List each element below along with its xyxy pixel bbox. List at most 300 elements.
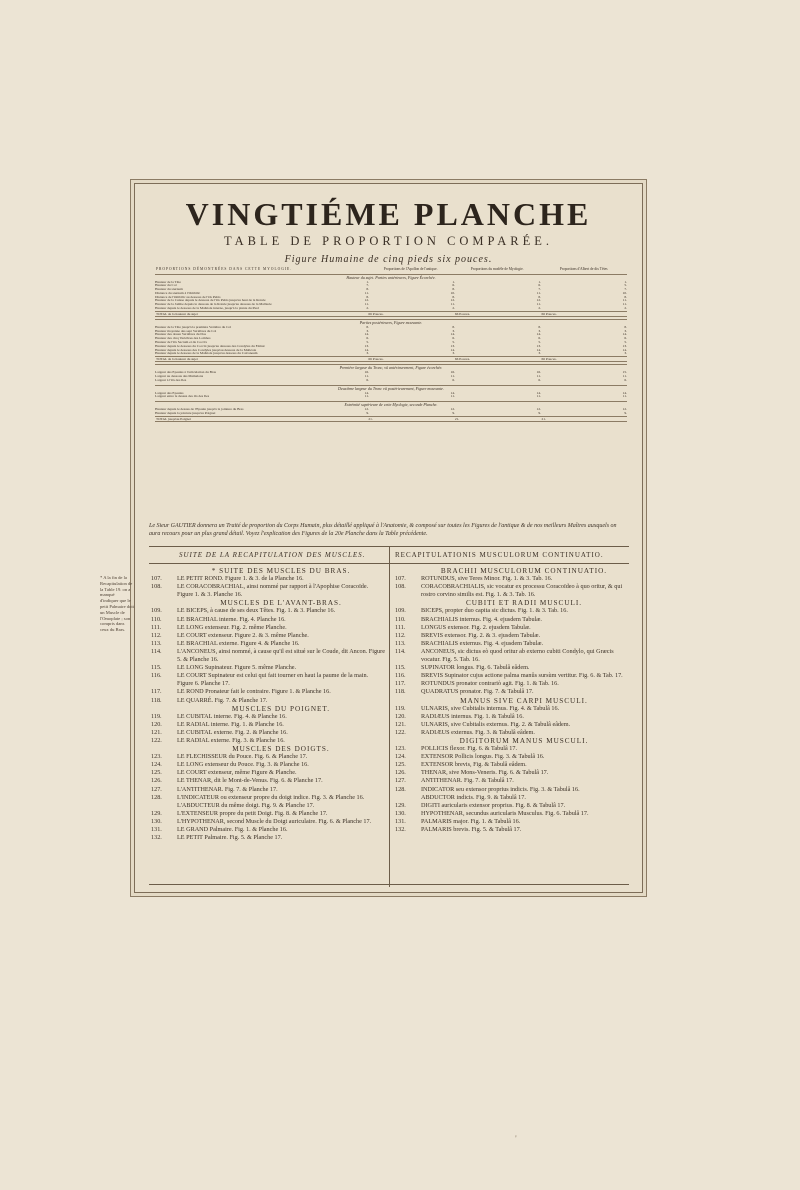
cell-value: 8. bbox=[538, 295, 541, 299]
cell-label bbox=[372, 379, 439, 383]
row-label: Largeur des Épaules bbox=[155, 391, 184, 395]
entry-text: INDICATOR seu extensor proprius indicis. Fig. 3. & Tabulâ 16. bbox=[421, 785, 580, 793]
entry-number: 107. bbox=[151, 575, 162, 583]
cell-value: 11. bbox=[622, 303, 627, 307]
total-value: 21. bbox=[541, 416, 546, 421]
header-rule bbox=[149, 563, 629, 564]
printer-mark: ᵛ bbox=[515, 1135, 517, 1141]
row-label: Hauteur de la Jambe depuis le dessous de la Rotule jusqu'au dessous de la Malléole bbox=[155, 303, 272, 307]
label-column bbox=[155, 371, 369, 382]
row-value: 11. bbox=[364, 303, 369, 307]
cell-value: 2. bbox=[538, 307, 541, 311]
entry-number: 130. bbox=[395, 809, 406, 817]
muscle-entry bbox=[395, 664, 627, 672]
total-value: 66 Pouces. bbox=[368, 357, 384, 362]
entry-number: 121. bbox=[151, 728, 162, 736]
entry-number: 115. bbox=[395, 664, 406, 672]
cell-value: 3. bbox=[538, 329, 541, 333]
muscle-entry bbox=[151, 834, 385, 842]
section-rows bbox=[155, 281, 627, 311]
value-column bbox=[369, 281, 455, 311]
cell-value: 6. bbox=[452, 378, 455, 382]
entry-text: ROTUNDUS, sive Teres Minor. Fig. 1. & 3. Tab. 16. bbox=[421, 575, 553, 583]
table-row bbox=[155, 379, 369, 383]
subsection-heading bbox=[151, 567, 385, 575]
entry-text: QUADRATUS pronator. Fig. 7. & Tabulâ 17. bbox=[421, 688, 534, 696]
cell-value: 11. bbox=[622, 395, 627, 399]
cell-value: 8. bbox=[452, 295, 455, 299]
row-label: Hauteur de l'Os Sacrum et du Coccix bbox=[155, 341, 207, 345]
row-value: 12. bbox=[364, 408, 369, 412]
section-title: Extrémité supérieure de cette Myologie, seconde Planche. bbox=[344, 402, 438, 408]
muscle-entry bbox=[395, 632, 627, 640]
label-column bbox=[155, 326, 369, 356]
muscle-entry bbox=[395, 777, 627, 785]
entry-text: LE LONG extenseur du Pouce. Fig. 3. & Planche 16. bbox=[177, 761, 309, 769]
cell-value: 3. bbox=[452, 329, 455, 333]
muscle-entry bbox=[151, 777, 385, 785]
row-label: Hauteur depuis le dessus de l'Épaule jusqu'à la jointure du Bras bbox=[155, 408, 244, 412]
entry-number: 120. bbox=[395, 712, 406, 720]
muscle-entry bbox=[395, 745, 627, 753]
plate-title: VINGTIÉME PLANCHE bbox=[185, 196, 592, 232]
muscle-entry bbox=[151, 737, 385, 745]
entry-text: L'ANCONEUS, ainsi nommé, à cause qu'il est situé sur le Coude, dit Ancon. Figure 5. & Planche 16. bbox=[177, 647, 385, 664]
subsection-heading bbox=[395, 599, 627, 607]
muscle-entry bbox=[151, 786, 385, 794]
entry-text: LE BRACHIAL externe. Figure 4. & Planche 16. bbox=[177, 639, 300, 647]
entry-text: BICEPS, propter duo capita sic dictus. Fig. 1. & 3. Tab. 16. bbox=[421, 607, 568, 615]
cell-value: 14. bbox=[536, 333, 541, 337]
muscle-entry bbox=[395, 794, 627, 802]
cell-value: 5. bbox=[452, 341, 455, 345]
muscle-entry bbox=[151, 802, 385, 810]
table-cell bbox=[544, 412, 627, 416]
subsection-heading bbox=[151, 705, 385, 713]
row-value: 16. bbox=[364, 371, 369, 375]
row-value: 5. bbox=[366, 341, 369, 345]
french-muscle-list bbox=[151, 567, 385, 842]
entry-number: 128. bbox=[151, 793, 162, 801]
muscle-entry bbox=[151, 818, 385, 826]
cell-label bbox=[544, 352, 611, 356]
entry-text: MANUS SIVE CARPI MUSCULI. bbox=[460, 696, 588, 705]
muscle-entry bbox=[151, 632, 385, 640]
row-value: 11. bbox=[364, 291, 369, 295]
cell-label bbox=[372, 395, 439, 399]
cell-value: 14. bbox=[450, 391, 455, 395]
value-column bbox=[369, 326, 455, 356]
total-label: TOTAL de la hauteur du sujet bbox=[156, 357, 198, 362]
entry-number: 107. bbox=[395, 575, 406, 583]
table-cell bbox=[544, 395, 627, 399]
muscle-entry bbox=[151, 607, 385, 615]
cell-value: 12. bbox=[450, 408, 455, 412]
row-value: 3. bbox=[366, 329, 369, 333]
entry-text: LE COURT extenseur. Figure 2. & 3. même Planche. bbox=[177, 631, 309, 639]
row-value: 14. bbox=[364, 391, 369, 395]
entry-text: LONGUS extensor. Fig. 2. ejusdem Tabulæ. bbox=[421, 623, 531, 631]
entry-number: 125. bbox=[151, 769, 162, 777]
row-value: 14. bbox=[364, 333, 369, 337]
entry-number: 128. bbox=[395, 785, 406, 793]
entry-number: 118. bbox=[151, 696, 162, 704]
muscle-entry bbox=[151, 648, 385, 664]
entry-number: 111. bbox=[395, 623, 406, 631]
cell-value: 8. bbox=[452, 325, 455, 329]
entry-number: 126. bbox=[395, 769, 406, 777]
row-value: 8. bbox=[366, 288, 369, 292]
entry-number: 112. bbox=[395, 631, 406, 639]
table-cell bbox=[372, 379, 455, 383]
table-cell bbox=[458, 307, 541, 311]
entry-number: 117. bbox=[151, 688, 162, 696]
entry-number: 120. bbox=[151, 720, 162, 728]
entry-number bbox=[395, 794, 421, 802]
cell-value: 5. bbox=[538, 341, 541, 345]
label-column bbox=[155, 392, 369, 400]
cell-value: 6. bbox=[538, 378, 541, 382]
subsection-heading bbox=[395, 737, 627, 745]
row-label: Hauteur depuis le dessous du Coccix jusqu'au dessous des Condyles du Fémur bbox=[155, 344, 265, 348]
table-section bbox=[155, 364, 627, 382]
entry-text: LE THENAR, dit le Mont-de-Venus. Fig. 6. & Planche 17. bbox=[177, 777, 323, 785]
cell-value: 11. bbox=[622, 375, 627, 379]
total-value: 21. bbox=[454, 416, 460, 421]
row-label: Hauteur depuis le dessous des Condyles jusqu'au dessous de la Malléole bbox=[155, 348, 257, 352]
cell-value: 14. bbox=[450, 348, 455, 352]
entry-number: 131. bbox=[151, 826, 162, 833]
row-label: Hauteur des douze Vertèbres du Dos bbox=[155, 333, 206, 337]
row-value: 8. bbox=[366, 325, 369, 329]
entry-text: ABDUCTOR indicis. Fig. 9. & Tabulâ 17. bbox=[421, 793, 526, 801]
entry-number: 119. bbox=[151, 712, 162, 720]
cell-value: 14. bbox=[622, 333, 627, 337]
entry-number: 125. bbox=[395, 761, 406, 769]
margin-note: * A la fin de la Recapitulation de la Table 19. on a manqué d'indiquer que le petit Palmaire doit un Muscle de l'Omoplate ; son compris dans ceux du Bras. bbox=[100, 575, 134, 633]
entry-text: LE BICEPS, à cause de ses deux Têtes. Fig. 1. & 3. Planche 16. bbox=[177, 607, 336, 615]
cell-label bbox=[544, 379, 611, 383]
cell-label bbox=[372, 307, 439, 311]
value-column bbox=[369, 392, 455, 400]
table-sections bbox=[155, 274, 627, 422]
cell-label bbox=[544, 395, 611, 399]
section-rows bbox=[155, 408, 627, 416]
entry-text: LE LONG extenseur. Fig. 2. même Planche. bbox=[177, 623, 287, 631]
value-column bbox=[369, 371, 455, 382]
subsection-heading bbox=[395, 567, 627, 575]
total-value: 66 Pouces. bbox=[541, 357, 557, 362]
cell-value: 8. bbox=[538, 325, 541, 329]
muscle-entry bbox=[151, 713, 385, 721]
entry-number bbox=[395, 567, 421, 575]
cell-value: 14. bbox=[450, 333, 455, 337]
entry-text: LE ROND Pronateur fait le contraire. Figure 1. & Planche 16. bbox=[177, 688, 331, 696]
section-title: Première largeur du Tronc, vû antérieurement, Figure écorchée. bbox=[339, 365, 443, 371]
muscle-entry bbox=[395, 802, 627, 810]
entry-number: 109. bbox=[395, 607, 406, 615]
entry-text: LE PETIT Palmaire. Fig. 5. & Planche 17. bbox=[177, 834, 283, 842]
row-value: 12. bbox=[364, 299, 369, 303]
entry-text: ANTITHENAR. Fig. 7. & Tabulâ 17. bbox=[421, 777, 514, 785]
table-header bbox=[155, 267, 627, 272]
table-section bbox=[155, 319, 627, 362]
entry-number bbox=[395, 599, 421, 607]
cell-value: 14. bbox=[536, 391, 541, 395]
muscle-entry bbox=[151, 769, 385, 777]
total-row bbox=[155, 311, 627, 317]
entry-number: 119. bbox=[395, 704, 406, 712]
figure-caption: Figure Humaine de cinq pieds six pouces. bbox=[284, 254, 493, 265]
row-label: Distance du sternum à l'Ombilic bbox=[155, 291, 201, 295]
row-label: Hauteur de la Tête bbox=[155, 280, 181, 284]
muscle-entry bbox=[395, 705, 627, 713]
entry-number: 110. bbox=[151, 615, 162, 623]
row-label: Hauteur de la Cuisse depuis le dessous de l'Os Pubis jusqu'au haut de la Rotule bbox=[155, 299, 266, 303]
entry-number: 114. bbox=[395, 647, 406, 655]
muscle-entry bbox=[151, 624, 385, 632]
entry-number bbox=[151, 705, 177, 713]
table-cell bbox=[372, 395, 455, 399]
entry-text: L'HYPOTHENAR, second Muscle du Doigt auriculaire. Fig. 6. & Planche 17. bbox=[177, 817, 372, 825]
muscle-entry bbox=[395, 680, 627, 688]
value-column bbox=[455, 281, 541, 311]
entry-text: CORACOBRACHIALIS, sic vocatur ex processu Coracoïdeo à quo oritur, & qui rostro corvino similis est. Fig. 1. & 3. Tab. 16. bbox=[421, 583, 623, 599]
muscle-entry bbox=[151, 810, 385, 818]
cell-label bbox=[372, 412, 439, 416]
cell-value: 15. bbox=[622, 371, 627, 375]
table-col-header: Proportions du modèle de Myologie. bbox=[470, 267, 524, 271]
cell-value: 10. bbox=[622, 291, 627, 295]
plate-sheet bbox=[134, 183, 643, 893]
entry-number: 123. bbox=[395, 745, 406, 753]
entry-number: 122. bbox=[151, 736, 162, 744]
cell-value: 13. bbox=[450, 344, 455, 348]
cell-label bbox=[458, 395, 525, 399]
entry-number: 127. bbox=[395, 777, 406, 785]
cell-value: 14. bbox=[536, 348, 541, 352]
muscle-entry bbox=[395, 640, 627, 648]
muscle-entry bbox=[395, 761, 627, 769]
row-label: Largeur au dessous des Mamelons bbox=[155, 375, 204, 379]
entry-number bbox=[151, 802, 177, 810]
cell-value: 7. bbox=[624, 288, 627, 292]
muscle-entry bbox=[151, 753, 385, 761]
entry-text: ULNARIS, sive Cubitalis internus. Fig. 4. & Tabulâ 16. bbox=[421, 704, 560, 712]
entry-text: LE FLECHISSEUR du Pouce. Fig. 6. & Planche 17. bbox=[177, 753, 308, 761]
cell-value: 6. bbox=[452, 337, 455, 341]
table-row bbox=[155, 352, 369, 356]
cell-value: 1. bbox=[452, 280, 455, 284]
entry-number: 123. bbox=[151, 753, 162, 761]
entry-number: 132. bbox=[395, 826, 406, 833]
entry-text: ROTUNDUS pronator contrariò agit. Fig. 1. & Tab. 16. bbox=[421, 680, 559, 688]
entry-text: L'ANTITHENAR. Fig. 7. & Planche 17. bbox=[177, 785, 278, 793]
muscle-entry bbox=[395, 826, 627, 834]
cell-value: 6. bbox=[452, 284, 455, 288]
table-cell bbox=[544, 307, 627, 311]
left-column-header: SUITE DE LA RECAPITULATION DES MUSCLES. bbox=[179, 551, 366, 559]
row-value: 11. bbox=[364, 395, 369, 399]
section-title: Deuxième largeur du Tronc vû postérieurement, Figure mouvante. bbox=[338, 385, 444, 391]
cell-value: 8. bbox=[624, 325, 627, 329]
entry-number: 113. bbox=[395, 639, 406, 647]
entry-number: 124. bbox=[151, 761, 162, 769]
total-value: 66 Pouces. bbox=[454, 311, 471, 316]
entry-text: * SUITE DES MUSCLES DU BRAS. bbox=[211, 567, 351, 575]
table-section bbox=[155, 274, 627, 317]
entry-number: 118. bbox=[395, 688, 406, 696]
cell-value: 14. bbox=[622, 391, 627, 395]
row-label: Hauteur du sternum bbox=[155, 288, 183, 292]
entry-text: BREVIS Supinator cujus actione palma manûs sursùm vertitur. Fig. 6. & Tab. 17. bbox=[421, 672, 623, 680]
entry-text: BREVIS extensor. Fig. 2. & 3. ejusdem Tabulæ. bbox=[421, 631, 541, 639]
gautier-note: Le Sieur GAUTIER donnera un Traité de proportion du Corps Humain, plus détaillé appliqué à l'Anatomie, & composé sur toutes les Figures de l'antique & de nos meilleurs Maîtres auxquels on aura recours pour un plus grand détail. Voyez l'explication des Figures de la 20e Planche dans la Table précédente. bbox=[149, 523, 617, 537]
proportion-table bbox=[155, 267, 627, 517]
row-value: 8. bbox=[366, 295, 369, 299]
entry-number: 131. bbox=[395, 817, 406, 825]
total-label: TOTAL jusqu'au Poignet bbox=[156, 416, 191, 421]
bottom-rule bbox=[149, 884, 629, 885]
row-label: Hauteur du Col bbox=[155, 284, 177, 288]
muscle-entry bbox=[395, 818, 627, 826]
subsection-heading bbox=[151, 745, 385, 753]
cell-value: 2. bbox=[452, 307, 455, 311]
muscle-entry bbox=[395, 616, 627, 624]
entry-number: 129. bbox=[151, 809, 162, 817]
total-value: 66 Pouces. bbox=[368, 311, 384, 316]
entry-text: LE QUARRÉ. Fig. 7. & Planche 17. bbox=[177, 696, 268, 704]
table-cell bbox=[458, 379, 541, 383]
row-label: Hauteur moyenne des sept Vertèbres du Col bbox=[155, 329, 217, 333]
cell-value: 7. bbox=[538, 288, 541, 292]
cell-value: 16. bbox=[450, 371, 455, 375]
entry-text: L'INDICATEUR ou extenseur propre du doigt indice. Fig. 3. & Planche 16. bbox=[177, 793, 365, 801]
cell-value: 8. bbox=[452, 288, 455, 292]
recapitulation-section bbox=[149, 546, 629, 887]
row-label: Largeur des Épaules à l'articulation du Bras bbox=[155, 371, 217, 375]
total-value: 66 Pouces. bbox=[454, 357, 471, 362]
entry-text: MUSCLES DE L'AVANT-BRAS. bbox=[220, 599, 342, 608]
table-row bbox=[155, 395, 369, 399]
muscle-entry bbox=[395, 607, 627, 615]
entry-number: 126. bbox=[151, 777, 162, 785]
muscle-entry bbox=[395, 624, 627, 632]
cell-value: 5. bbox=[624, 284, 627, 288]
table-col-header: PROPORTIONS DÉMONTRÉES DANS CETTE MYOLOGIE. bbox=[156, 267, 293, 271]
entry-number: 108. bbox=[151, 583, 162, 591]
total-value: 21. bbox=[368, 416, 373, 421]
cell-value: 11. bbox=[622, 299, 627, 303]
subsection-heading bbox=[395, 697, 627, 705]
table-cell bbox=[458, 412, 541, 416]
cell-value: 1. bbox=[624, 280, 627, 284]
entry-text: SUPINATOR longus. Fig. 6. Tabulâ eâdem. bbox=[421, 664, 530, 672]
muscle-entry bbox=[151, 794, 385, 802]
entry-number: 113. bbox=[151, 639, 162, 647]
row-value: 1. bbox=[366, 280, 369, 284]
row-value: 9. bbox=[366, 412, 369, 416]
latin-muscle-list bbox=[395, 567, 627, 834]
cell-value: 11. bbox=[450, 303, 455, 307]
total-row bbox=[155, 416, 627, 422]
row-value: 3. bbox=[366, 352, 369, 356]
table-cell bbox=[372, 412, 455, 416]
section-rows bbox=[155, 371, 627, 382]
muscle-entry bbox=[151, 826, 385, 834]
entry-text: ULNARIS, sive Cubitalis externus. Fig. 2. & Tabulâ eâdem. bbox=[421, 720, 571, 728]
entry-number bbox=[151, 599, 177, 607]
cell-value: 6. bbox=[538, 284, 541, 288]
cell-value: 11. bbox=[536, 291, 541, 295]
entry-number: 114. bbox=[151, 647, 162, 655]
entry-text: BRACHIALIS internus. Fig. 4. ejusdem Tabulæ. bbox=[421, 615, 542, 623]
cell-label bbox=[458, 307, 525, 311]
entry-number bbox=[395, 737, 421, 745]
cell-value: 6. bbox=[624, 337, 627, 341]
entry-text: MUSCLES DES DOIGTS. bbox=[232, 745, 330, 754]
section-rows bbox=[155, 392, 627, 400]
entry-text: POLLICIS flexor. Fig. 6. & Tabulâ 17. bbox=[421, 745, 518, 753]
row-label: Largeur entre le dessus des Os des Iles bbox=[155, 395, 210, 399]
cell-value: 12. bbox=[536, 408, 541, 412]
table-cell bbox=[544, 352, 627, 356]
table-section bbox=[155, 401, 627, 422]
muscle-entry bbox=[395, 575, 627, 583]
row-label: Largeur à l'Os des Iles bbox=[155, 378, 187, 382]
muscle-entry bbox=[151, 688, 385, 696]
entry-number bbox=[151, 745, 177, 753]
value-column bbox=[541, 408, 627, 416]
entry-text: BRACHII MUSCULORUM CONTINUATIO. bbox=[440, 567, 608, 575]
cell-value: 13. bbox=[622, 344, 627, 348]
entry-text: LE CUBITAL interne. Fig. 4. & Planche 16. bbox=[177, 712, 287, 720]
cell-value: 11. bbox=[536, 375, 541, 379]
entry-text: LE GRAND Palmaire. Fig. 1. & Planche 16. bbox=[177, 826, 288, 833]
cell-value: 1. bbox=[538, 280, 541, 284]
entry-number: 129. bbox=[395, 801, 406, 809]
value-column bbox=[455, 371, 541, 382]
value-column bbox=[541, 326, 627, 356]
entry-text: RADIÆUS internus. Fig. 1. & Tabulâ 16. bbox=[421, 712, 524, 720]
table-section bbox=[155, 385, 627, 400]
row-value: 14. bbox=[364, 348, 369, 352]
cell-value: 6. bbox=[624, 378, 627, 382]
cell-value: 3. bbox=[624, 329, 627, 333]
entry-number: 112. bbox=[151, 631, 162, 639]
row-value: 6. bbox=[366, 378, 369, 382]
entry-text: RADIÆUS externus. Fig. 3. & Tabulâ eâdem. bbox=[421, 728, 535, 736]
cell-value: 9. bbox=[624, 412, 627, 416]
row-label: Hauteur des cinq Vertèbres des Lombes bbox=[155, 337, 211, 341]
entry-text: PALMARIS major. Fig. 1. & Tabulâ 16. bbox=[421, 817, 521, 825]
entry-text: L'ABDUCTEUR du même doigt. Fig. 9. & Planche 17. bbox=[177, 801, 315, 809]
entry-number: 132. bbox=[151, 834, 162, 842]
entry-text: BRACHIALIS externus. Fig. 4. ejusdem Tabulæ. bbox=[421, 639, 543, 647]
muscle-entry bbox=[151, 729, 385, 737]
entry-text: L'EXTENSEUR propre du petit Doigt. Fig. 8. & Planche 17. bbox=[177, 809, 328, 817]
section-title: Hauteur du sujet. Parties antérieures, Figure Écorchée. bbox=[346, 274, 436, 280]
entry-text: LE PETIT ROND. Figure 1. & 3. de la Planche 16. bbox=[177, 575, 304, 583]
row-value: 7. bbox=[366, 284, 369, 288]
muscle-entry bbox=[395, 688, 627, 696]
entry-text: LE BRACHIAL interne. Fig. 4. Planche 16. bbox=[177, 615, 286, 623]
cell-value: 12. bbox=[450, 299, 455, 303]
row-value: 11. bbox=[364, 375, 369, 379]
entry-text: EXTENSOR brevis, Fig. & Tabulâ eâdem. bbox=[421, 761, 527, 769]
entry-text: PALMARIS brevis. Fig. 5. & Tabulâ 17. bbox=[421, 826, 522, 833]
cell-value: 11. bbox=[536, 303, 541, 307]
